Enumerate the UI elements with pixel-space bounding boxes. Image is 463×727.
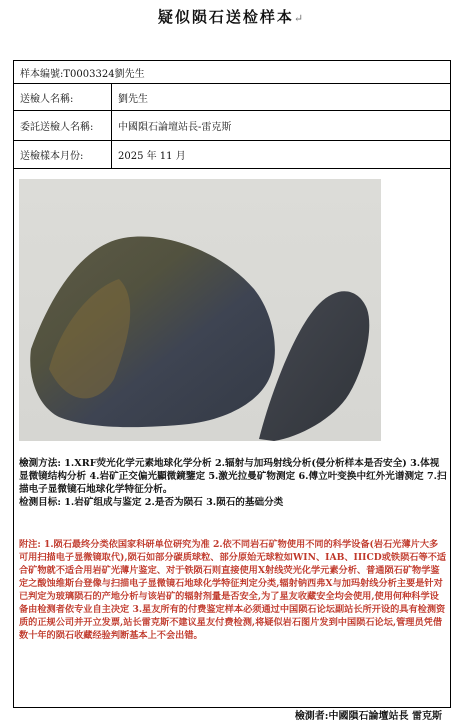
report-table bbox=[13, 60, 451, 722]
sender-row bbox=[14, 84, 450, 111]
sample-no-row bbox=[14, 61, 450, 84]
methods-block bbox=[19, 457, 447, 509]
signature: 檢測者:中國隕石論壇站長 雷克斯 bbox=[294, 711, 442, 722]
sample-no-text: 样本编號:T0003324劉先生 bbox=[20, 68, 145, 80]
date-value: 2025 年 11 月 bbox=[118, 151, 186, 162]
methods-text: 檢測方法: 1.XRF荧光化学元素地球化学分析 2.辐射与加玛射线分析(侵分析样本是否安全) 3.体视显微镜结构分析 4.岩矿正交偏光顯微鏡鑒定 5.激光拉曼矿物测定 6.傅立叶变换中红外光谱测定 7.扫描电子显微镜石地球化学特征分析。 bbox=[19, 458, 447, 495]
sample-photo bbox=[19, 179, 381, 441]
date-row bbox=[14, 141, 450, 169]
sender-value: 劉先生 bbox=[118, 93, 148, 105]
date-label: 送檢樣本月份: bbox=[14, 141, 112, 168]
agent-value: 中國隕石論壇站長-雷克斯 bbox=[118, 122, 232, 133]
goals-text: 检测目标: 1.岩矿组成与鉴定 2.是否为陨石 3.陨石的基础分类 bbox=[19, 497, 284, 508]
sender-label: 送檢人名稱: bbox=[14, 84, 112, 110]
page-title: 疑似陨石送检样本↵ bbox=[157, 8, 306, 26]
note-block: 附注: 1.陨石最终分类依国家科研单位研究为准 2.依不同岩石矿物使用不同的科学设备(岩石光薄片大多可用扫描电子显微镜取代),陨石如部分碳质球粒、部分原始无球粒如WIN、IAB、IIICD或铁陨石等不适合矿物就不适合用岩矿光薄片鉴定、对于铁陨石则直接使用X射线荧光化学元素分析、普通陨石矿物学鉴定之酸蚀维斯台登像与扫描电子显微镜石地球化学特征判定分类,辐射钠西弗X与加玛射线分析主要是针对已判定为玻璃陨石的产地分析与该岩矿的辐射剂量是否安全,为了星友收藏安全均会使用,使用何种科学设备由检测者依专业自主决定 3.星友所有的付费鉴定样本必须通过中国陨石论坛副站长所开设的具有检测资质的正规公司并开立发票,站长雷克斯不建议星友付费检测,将疑似岩石图片发到中国陨石论坛,管理员凭借数十年的陨石收藏经验判断基本上不会出错。 bbox=[19, 539, 447, 641]
agent-row bbox=[14, 111, 450, 141]
agent-label: 委託送檢人名稱: bbox=[14, 111, 112, 140]
